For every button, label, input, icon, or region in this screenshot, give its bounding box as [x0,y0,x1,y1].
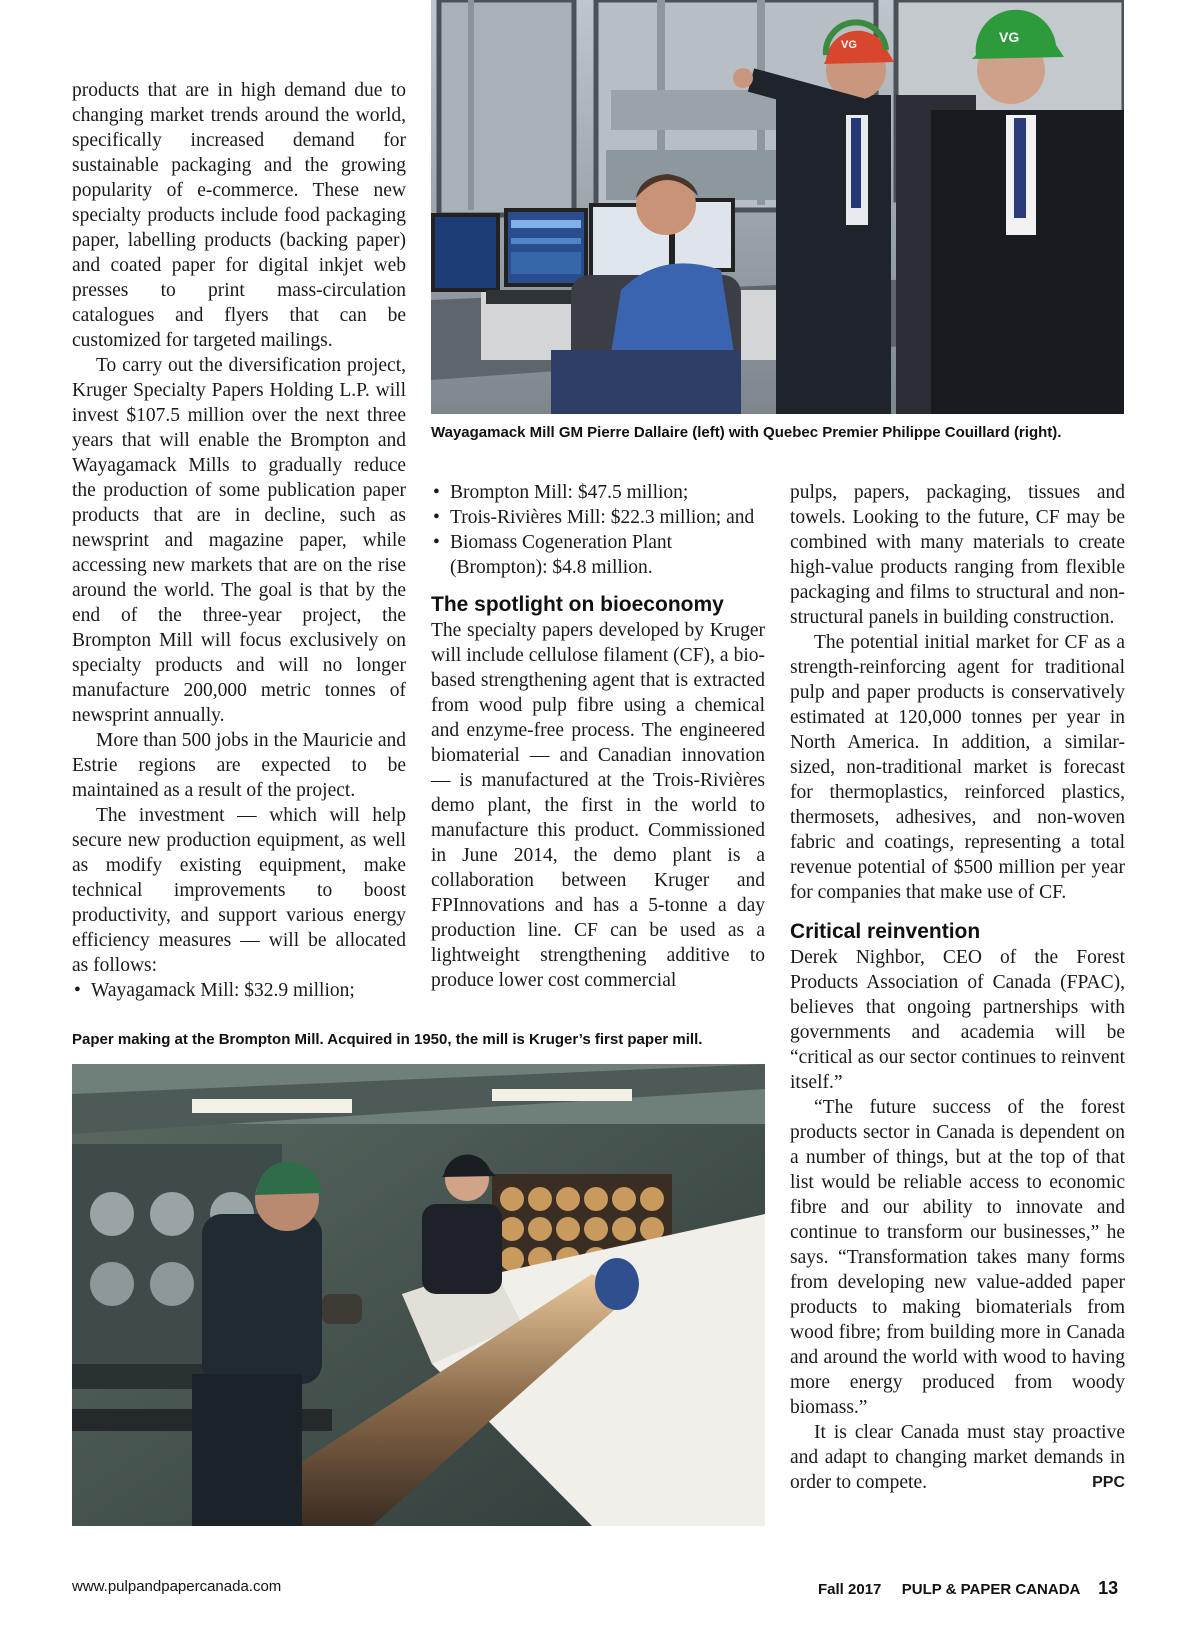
paragraph: Derek Nighbor, CEO of the Forest Products Association of Canada (FPAC), believes that ongoing partnerships with governments and academia will be “critical as our sector continues to reinvent itself.” [790,947,1125,1093]
paragraph: pulps, papers, packaging, tissues and towels. Looking to the future, CF may be combined with many materials to create high-value products ranging from flexible packaging and films to structural and non-structural panels in building construction. [790,482,1125,628]
column-3 [790,480,1125,1495]
section-heading-critical-reinvention: Critical reinvention [790,920,981,943]
section-heading-bioeconomy: The spotlight on bioeconomy [431,593,724,616]
paragraph: More than 500 jobs in the Mauricie and Estrie regions are expected to be maintained as a result of the project. [72,730,406,801]
list-item: • Trois-Rivières Mill: $22.3 million; and [431,505,765,530]
paragraph: To carry out the diversification project, Kruger Specialty Papers Holding L.P. will invest $107.5 million over the next three years that will enable the Brompton and Wayagamack Mills to gradually reduce the production of some publication paper products that are in decline, such as newsprint and magazine paper, while accessing new markets that are on the rise around the world. The goal is that by the end of the three-year project, the Brompton Mill will focus exclusively on specialty products and will no longer manufacture 200,000 metric tonnes of newsprint annually. [72,355,406,726]
footer-issue-info [818,1578,1118,1599]
column-1 [72,78,406,1003]
paragraph: The investment — which will help secure new production equipment, as well as modify existing equipment, make technical improvements to boost productivity, and support various energy efficiency measures — will be allocated as follows: [72,805,406,976]
top-photo-caption: Wayagamack Mill GM Pierre Dallaire (left) with Quebec Premier Philippe Couillard (right). [431,424,1062,441]
paper-machine-photo [72,1064,765,1526]
column-2 [431,480,765,993]
footer-issue: Fall 2017 [818,1581,882,1598]
paper-machine-illustration [72,1064,765,1526]
closing-text: It is clear Canada must stay proactive and adapt to changing market demands in order to compete. [790,1422,1125,1493]
paragraph [790,1420,1125,1495]
footer-website: www.pulpandpapercanada.com [72,1578,282,1595]
publication-signature: PPC [1092,1474,1125,1491]
allocation-list-continued [431,480,765,580]
helmet-logo-left: VG [841,39,857,51]
allocation-list [72,978,406,1003]
list-item: • Wayagamack Mill: $32.9 million; [72,978,406,1003]
list-item: • Brompton Mill: $47.5 million; [431,480,765,505]
control-room-photo [431,0,1124,414]
bottom-photo-caption: Paper making at the Brompton Mill. Acquired in 1950, the mill is Kruger’s first paper mill. [72,1031,703,1048]
paragraph: “The future success of the forest products sector in Canada is dependent on a number of things, but at the top of that list would be reliable access to economic fibre and our ability to innovate and continue to transform our businesses,” he says. “Transformation takes many forms from developing new value-added paper products to making biomaterials from wood fibre; from building more in Canada and around the world with wood to having more energy produced from woody biomass.” [790,1097,1125,1418]
paragraph: The potential initial market for CF as a strength-reinforcing agent for traditional pulp and paper products is conservatively estimated at 120,000 tonnes per year in North America. In addition, a similar-sized, non-traditional market is forecast for thermoplastics, reinforced plastics, thermosets, adhesives, and non-woven fabric and coatings, representing a total revenue potential of $500 million per year for companies that make use of CF. [790,632,1125,903]
paragraph: products that are in high demand due to changing market trends around the world, specifically increased demand for sustainable packaging and the growing popularity of e-commerce. These new specialty products include food packaging paper, labelling products (backing paper) and coated paper for digital inkjet web presses to print mass-circulation catalogues and flyers that can be customized for targeted mailings. [72,80,406,351]
footer-page-number: 13 [1098,1578,1119,1598]
helmet-logo-right: VG [999,29,1020,45]
list-item: • Biomass Cogeneration Plant (Brompton): $4.8 million. [431,530,765,580]
footer-magazine: PULP & PAPER CANADA [901,1581,1080,1598]
paragraph: The specialty papers developed by Kruger will include cellulose filament (CF), a bio-based strengthening agent that is extracted from wood pulp fibre using a chemical and enzyme-free process. The engineered biomaterial — and Canadian innovation — is manufactured at the Trois-Rivières demo plant, the first in the world to manufacture this product. Commissioned in June 2014, the demo plant is a collaboration between Kruger and FPInnovations and has a 5-tonne a day production line. CF can be used as a lightweight strengthening additive to produce lower cost commercial [431,620,765,991]
control-room-illustration [431,0,1124,414]
